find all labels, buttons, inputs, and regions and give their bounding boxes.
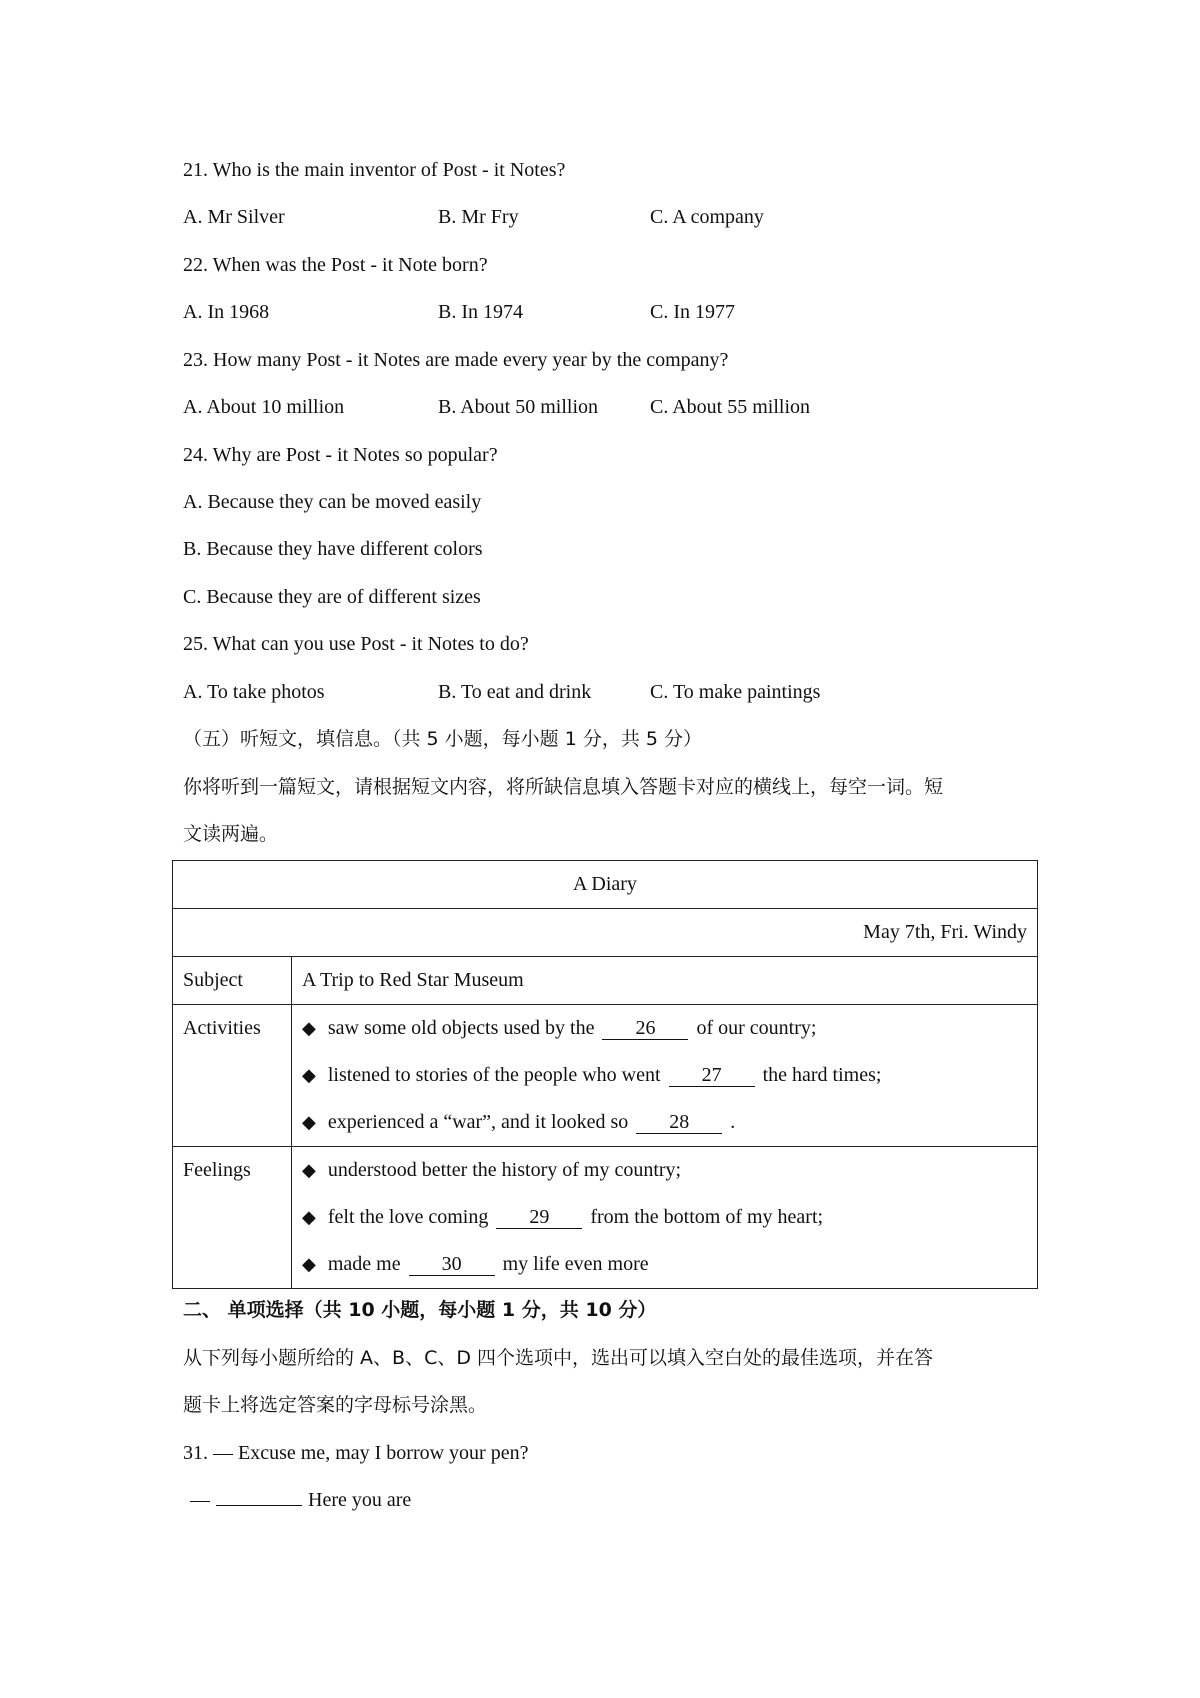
activity-item bbox=[302, 1005, 1027, 1052]
subject-value: A Trip to Red Star Museum bbox=[292, 957, 1038, 1005]
activity-text: listened to stories of the people who went bbox=[327, 1064, 661, 1086]
dash-prefix: — bbox=[190, 1489, 210, 1511]
activity-item bbox=[302, 1099, 1027, 1146]
question-25-option-b: B. To eat and drink bbox=[438, 681, 592, 703]
activity-text: experienced a “war”, and it looked so bbox=[327, 1111, 629, 1133]
section-2-heading: 二、 单项选择（共 10 小题，每小题 1 分，共 10 分） bbox=[183, 1299, 657, 1321]
question-23-option-b: B. About 50 million bbox=[438, 396, 599, 418]
section-5-heading: （五）听短文，填信息。（共 5 小题，每小题 1 分，共 5 分） bbox=[183, 728, 703, 750]
feeling-item bbox=[302, 1194, 1027, 1241]
feelings-list bbox=[292, 1147, 1038, 1289]
question-22-option-b: B. In 1974 bbox=[438, 301, 523, 323]
diary-table bbox=[172, 860, 1038, 1289]
activities-list bbox=[292, 1005, 1038, 1147]
section-5-instruction-1: 你将听到一篇短文，请根据短文内容，将所缺信息填入答题卡对应的横线上，每空一词。短 bbox=[183, 776, 944, 798]
feeling-text: felt the love coming bbox=[327, 1206, 489, 1228]
answer-blank-28: 28 bbox=[636, 1111, 722, 1134]
subject-label: Subject bbox=[173, 957, 292, 1005]
question-23-option-c: C. About 55 million bbox=[650, 396, 811, 418]
feeling-item bbox=[302, 1241, 1027, 1288]
question-21-option-a: A. Mr Silver bbox=[183, 206, 285, 228]
question-21-option-b: B. Mr Fry bbox=[438, 206, 519, 228]
answer-blank-27: 27 bbox=[669, 1064, 755, 1087]
question-22-stem: 22. When was the Post - it Note born? bbox=[183, 254, 488, 276]
question-25-stem: 25. What can you use Post - it Notes to do? bbox=[183, 633, 529, 655]
diamond-bullet-icon: ◆ bbox=[302, 1160, 316, 1181]
answer-blank-30: 30 bbox=[409, 1253, 495, 1276]
feelings-label: Feelings bbox=[173, 1147, 292, 1289]
question-22-option-a: A. In 1968 bbox=[183, 301, 270, 323]
activity-text-after: the hard times; bbox=[762, 1064, 882, 1086]
section-5-instruction-2: 文读两遍。 bbox=[183, 823, 279, 845]
answer-blank-29: 29 bbox=[496, 1206, 582, 1229]
diary-title: A Diary bbox=[173, 861, 1038, 909]
activity-text-after: . bbox=[730, 1111, 736, 1133]
diamond-bullet-icon: ◆ bbox=[302, 1254, 316, 1275]
activities-label: Activities bbox=[173, 1005, 292, 1147]
activity-item bbox=[302, 1052, 1027, 1099]
feeling-item bbox=[302, 1147, 1027, 1194]
feeling-text-after: from the bottom of my heart; bbox=[590, 1206, 824, 1228]
question-23-stem: 23. How many Post - it Notes are made every year by the company? bbox=[183, 349, 729, 371]
question-25-option-a: A. To take photos bbox=[183, 681, 325, 703]
question-23-option-a: A. About 10 million bbox=[183, 396, 345, 418]
feeling-text: made me bbox=[327, 1253, 401, 1275]
question-24-option-a: A. Because they can be moved easily bbox=[183, 491, 482, 513]
section-2-instruction-2: 题卡上将选定答案的字母标号涂黑。 bbox=[183, 1394, 488, 1416]
diamond-bullet-icon: ◆ bbox=[302, 1065, 316, 1086]
question-31-stem: 31. — Excuse me, may I borrow your pen? bbox=[183, 1442, 529, 1464]
diamond-bullet-icon: ◆ bbox=[302, 1207, 316, 1228]
question-25-option-c: C. To make paintings bbox=[650, 681, 821, 703]
diamond-bullet-icon: ◆ bbox=[302, 1018, 316, 1039]
feeling-text: understood better the history of my country; bbox=[327, 1159, 682, 1181]
answer-blank-26: 26 bbox=[602, 1017, 688, 1040]
activity-text: saw some old objects used by the bbox=[327, 1017, 595, 1039]
question-21-stem: 21. Who is the main inventor of Post - it Notes? bbox=[183, 159, 566, 181]
response-text: Here you are bbox=[308, 1489, 412, 1511]
diary-date: May 7th, Fri. Windy bbox=[173, 909, 1038, 957]
question-31-blank bbox=[216, 1487, 302, 1506]
feeling-text-after: my life even more bbox=[502, 1253, 649, 1275]
question-31-response bbox=[190, 1487, 411, 1513]
question-22-option-c: C. In 1977 bbox=[650, 301, 735, 323]
question-24-option-b: B. Because they have different colors bbox=[183, 538, 483, 560]
diamond-bullet-icon: ◆ bbox=[302, 1112, 316, 1133]
question-24-option-c: C. Because they are of different sizes bbox=[183, 586, 481, 608]
section-2-instruction-1: 从下列每小题所给的 A、B、C、D 四个选项中，选出可以填入空白处的最佳选项，并在答 bbox=[183, 1347, 934, 1369]
question-21-option-c: C. A company bbox=[650, 206, 764, 228]
question-24-stem: 24. Why are Post - it Notes so popular? bbox=[183, 444, 498, 466]
activity-text-after: of our country; bbox=[696, 1017, 817, 1039]
